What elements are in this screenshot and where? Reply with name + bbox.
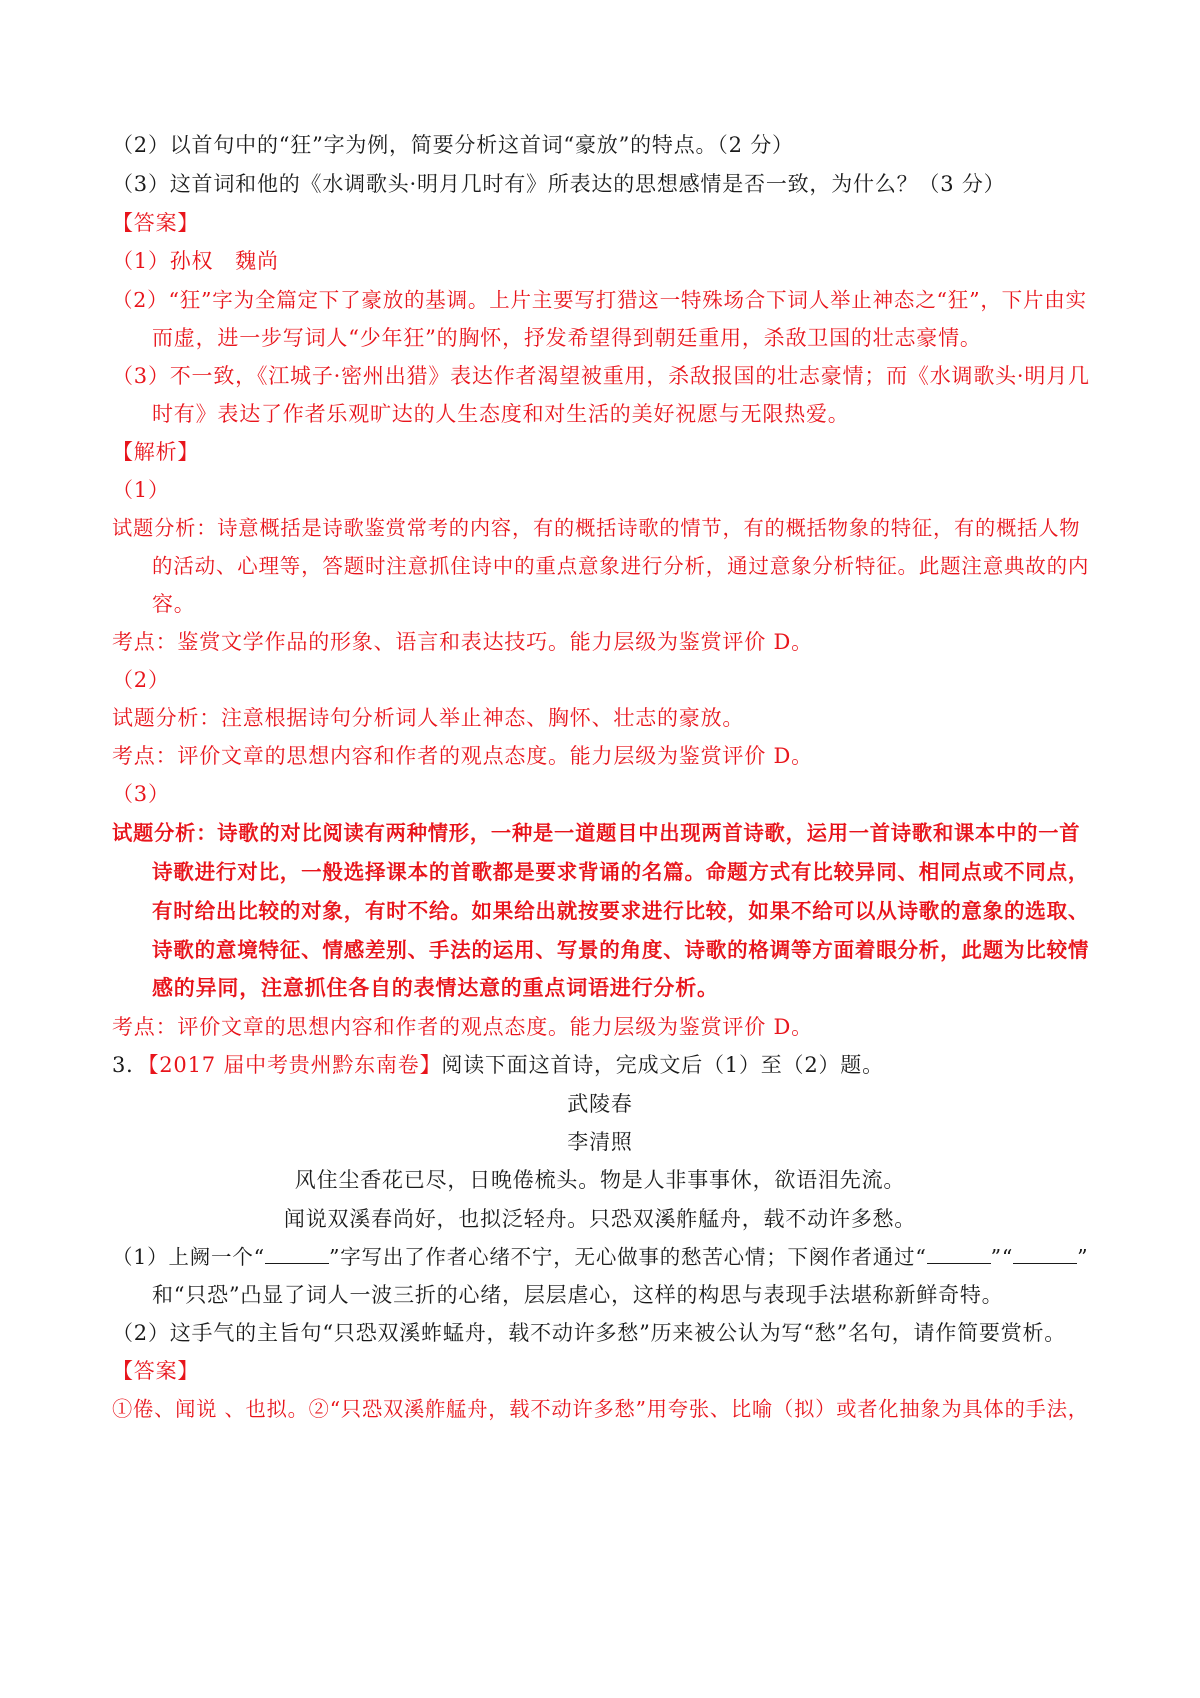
key-point-3: 考点：评价文章的思想内容和作者的观点态度。能力层级为鉴赏评价 D。 bbox=[112, 1015, 813, 1039]
answer-3-line-1: （3）不一致，《江城子·密州出猎》表达作者渴望被重用，杀敌报国的壮志豪情；而《水调歌头·明月几 bbox=[112, 364, 1090, 388]
part-1-label: （1） bbox=[112, 478, 170, 502]
answer-header-2: 【答案】 bbox=[112, 1359, 200, 1383]
analysis-2: 试题分析：注意根据诗句分析词人举止神态、胸怀、壮志的豪放。 bbox=[112, 706, 745, 730]
final-answer: ①倦、闻说 、也拟。②“只恐双溪舴艋舟，载不动许多愁”用夸张、比喻（拟）或者化抽象为具体的手法， bbox=[112, 1397, 1089, 1421]
analysis-3-line-4: 诗歌的意境特征、情感差别、手法的运用、写景的角度、诗歌的格调等方面着眼分析，此题为比较情 bbox=[152, 938, 1090, 962]
answer-blank-3 bbox=[1013, 1243, 1077, 1264]
poem-author: 李清照 bbox=[567, 1130, 633, 1154]
answer-header: 【答案】 bbox=[112, 211, 200, 235]
question-number: 3． bbox=[112, 1053, 148, 1077]
analysis-3-line-3: 有时给出比较的对象，有时不给。如果给出就按要求进行比较，如果不给可以从诗歌的意象的选取、 bbox=[152, 899, 1090, 923]
question-source: 【2017 届中考贵州黔东南卷】 bbox=[147, 1053, 442, 1077]
answer-blank-1 bbox=[265, 1243, 329, 1264]
sub-question-2: （2）这手气的主旨句“只恐双溪蚱蜢舟，载不动许多愁”历来被公认为写“愁”名句，请作简要赏析。 bbox=[112, 1321, 1067, 1345]
part-3-label: （3） bbox=[112, 782, 170, 806]
sub-question-1-text-b: ”字写出了作者心绪不宁，无心做事的愁苦心情；下阕作者通过“ bbox=[328, 1245, 927, 1269]
sub-question-1-text-d: ” bbox=[1077, 1245, 1089, 1269]
sub-question-1-line-1 bbox=[112, 1243, 1088, 1271]
analysis-header: 【解析】 bbox=[112, 440, 200, 464]
question-3: （3）这首词和他的《水调歌头·明月几时有》所表达的思想感情是否一致，为什么？（3 分） bbox=[112, 172, 1006, 196]
analysis-1-line-2: 的活动、心理等，答题时注意抓住诗中的重点意象进行分析，通过意象分析特征。此题注意典故的内 bbox=[152, 554, 1090, 578]
analysis-3-line-2: 诗歌进行对比，一般选择课本的首歌都是要求背诵的名篇。命题方式有比较异同、相同点或不同点， bbox=[152, 860, 1090, 884]
answer-blank-2 bbox=[927, 1243, 991, 1264]
sub-question-1-line-2: 和“只恐”凸显了词人一波三折的心绪，层层虐心，这样的构思与表现手法堪称新鲜奇特。 bbox=[152, 1283, 1004, 1307]
key-point-1: 考点：鉴赏文学作品的形象、语言和表达技巧。能力层级为鉴赏评价 D。 bbox=[112, 630, 813, 654]
analysis-1-line-3: 容。 bbox=[152, 592, 196, 616]
poem-line-2: 闻说双溪春尚好，也拟泛轻舟。只恐双溪舴艋舟，载不动许多愁。 bbox=[283, 1207, 917, 1231]
question-3-heading bbox=[112, 1051, 884, 1079]
question-2: （2）以首句中的“狂”字为例，简要分析这首词“豪放”的特点。（2 分） bbox=[112, 133, 794, 157]
analysis-1-line-1: 试题分析：诗意概括是诗歌鉴赏常考的内容，有的概括诗歌的情节，有的概括物象的特征，有的概括人物 bbox=[112, 516, 1081, 540]
poem-title: 武陵春 bbox=[567, 1092, 633, 1116]
answer-2-line-2: 而虚，进一步写词人“少年狂”的胸怀，抒发希望得到朝廷重用，杀敌卫国的壮志豪情。 bbox=[152, 326, 982, 350]
question-prompt: 阅读下面这首诗，完成文后（1）至（2）题。 bbox=[441, 1053, 884, 1077]
sub-question-1-text-a: （1）上阙一个“ bbox=[112, 1245, 265, 1269]
key-point-2: 考点：评价文章的思想内容和作者的观点态度。能力层级为鉴赏评价 D。 bbox=[112, 744, 813, 768]
answer-1: （1）孙权 魏尚 bbox=[112, 249, 279, 273]
sub-question-1-text-c: ”“ bbox=[990, 1245, 1014, 1269]
poem-line-1: 风住尘香花已尽，日晚倦梳头。物是人非事事休，欲语泪先流。 bbox=[294, 1168, 906, 1192]
analysis-3-line-5: 感的异同，注意抓住各自的表情达意的重点词语进行分析。 bbox=[152, 976, 719, 1000]
part-2-label: （2） bbox=[112, 668, 170, 692]
answer-3-line-2: 时有》表达了作者乐观旷达的人生态度和对生活的美好祝愿与无限热爱。 bbox=[152, 402, 850, 426]
answer-2-line-1: （2）“狂”字为全篇定下了豪放的基调。上片主要写打猎这一特殊场合下词人举止神态之“狂”，下片由实 bbox=[112, 288, 1087, 312]
analysis-3-line-1: 试题分析：诗歌的对比阅读有两种情形，一种是一道题目中出现两首诗歌，运用一首诗歌和课本中的一首 bbox=[112, 821, 1081, 845]
